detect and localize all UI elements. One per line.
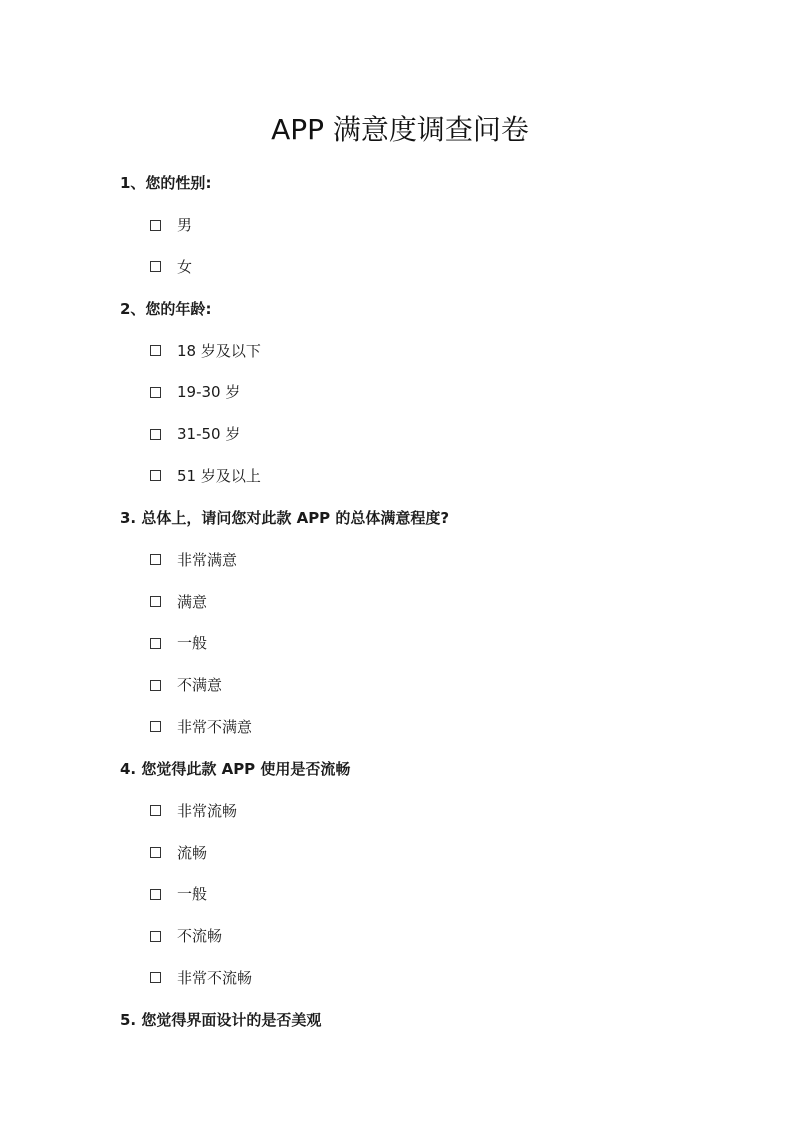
checkbox-icon[interactable]: [150, 554, 161, 565]
option-neutral[interactable]: [0, 630, 800, 656]
option-label: 18 岁及以下: [177, 341, 261, 360]
option-age-51-plus[interactable]: [0, 463, 800, 489]
question-design: [0, 1007, 800, 1033]
checkbox-icon[interactable]: [150, 596, 161, 607]
option-gender-female[interactable]: [0, 254, 800, 280]
option-dissatisfied[interactable]: [0, 672, 800, 698]
option-label: 不流畅: [177, 927, 223, 946]
option-label: 19-30 岁: [177, 383, 241, 402]
question-text: 4. 您觉得此款 APP 使用是否流畅: [120, 759, 351, 778]
checkbox-icon[interactable]: [150, 387, 161, 398]
option-very-satisfied[interactable]: [0, 547, 800, 573]
option-label: 非常流畅: [177, 801, 238, 820]
checkbox-icon[interactable]: [150, 931, 161, 942]
option-label: 一般: [177, 634, 208, 653]
checkbox-icon[interactable]: [150, 721, 161, 732]
option-satisfied[interactable]: [0, 589, 800, 615]
option-label: 满意: [177, 592, 208, 611]
option-list: [0, 338, 800, 489]
option-label: 31-50 岁: [177, 425, 241, 444]
question-text: 5. 您觉得界面设计的是否美观: [120, 1010, 322, 1029]
option-age-31-50[interactable]: [0, 421, 800, 447]
option-label: 非常不流畅: [177, 968, 253, 987]
question-text: 1、您的性别:: [120, 174, 212, 192]
option-list: [0, 212, 800, 280]
checkbox-icon[interactable]: [150, 805, 161, 816]
option-very-dissatisfied[interactable]: [0, 714, 800, 740]
checkbox-icon[interactable]: [150, 972, 161, 983]
checkbox-icon[interactable]: [150, 220, 161, 231]
option-list: [0, 798, 800, 991]
question-list: [0, 170, 800, 1033]
question-text: 3. 总体上，请问您对此款 APP 的总体满意程度?: [120, 508, 450, 527]
option-label: 女: [177, 257, 193, 276]
option-label: 51 岁及以上: [177, 466, 261, 485]
option-very-not-smooth[interactable]: [0, 965, 800, 991]
checkbox-icon[interactable]: [150, 889, 161, 900]
option-label: 流畅: [177, 843, 208, 862]
option-label: 非常满意: [177, 550, 238, 569]
question-satisfaction: [0, 505, 800, 740]
option-very-smooth[interactable]: [0, 798, 800, 824]
option-age-under-18[interactable]: [0, 338, 800, 364]
option-list: [0, 547, 800, 740]
question-text: 2、您的年龄:: [120, 299, 212, 318]
checkbox-icon[interactable]: [150, 261, 161, 272]
option-label: 非常不满意: [177, 717, 253, 736]
question-age: [0, 296, 800, 489]
option-smooth-neutral[interactable]: [0, 881, 800, 907]
option-smooth[interactable]: [0, 840, 800, 866]
survey-title: APP 满意度调查问卷: [271, 113, 529, 146]
checkbox-icon[interactable]: [150, 429, 161, 440]
checkbox-icon[interactable]: [150, 470, 161, 481]
question-gender: [0, 170, 800, 280]
option-gender-male[interactable]: [0, 212, 800, 238]
checkbox-icon[interactable]: [150, 847, 161, 858]
checkbox-icon[interactable]: [150, 638, 161, 649]
option-label: 男: [177, 216, 193, 234]
option-not-smooth[interactable]: [0, 923, 800, 949]
option-label: 一般: [177, 885, 208, 904]
checkbox-icon[interactable]: [150, 680, 161, 691]
checkbox-icon[interactable]: [150, 345, 161, 356]
option-age-19-30[interactable]: [0, 379, 800, 405]
option-label: 不满意: [177, 676, 223, 695]
question-smoothness: [0, 756, 800, 991]
